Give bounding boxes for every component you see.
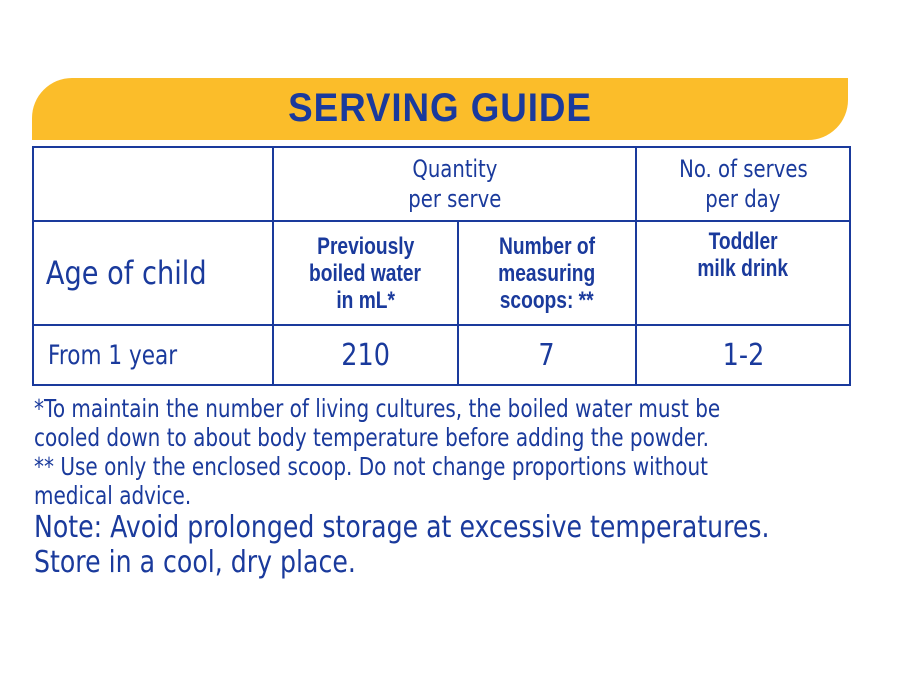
title-banner xyxy=(32,78,848,140)
storage-note-line: Store in a cool, dry place. xyxy=(34,545,356,580)
notes-section xyxy=(34,394,884,580)
footnotes xyxy=(34,394,884,510)
age-label-cell xyxy=(33,221,273,325)
serves-value: 1-2 xyxy=(722,337,764,373)
scoops-column-header xyxy=(458,221,636,325)
table-row xyxy=(33,325,850,385)
serves-header-line1: No. of serves xyxy=(678,155,808,183)
drink-header-line1: Toddler xyxy=(708,228,778,255)
age-cell xyxy=(33,325,273,385)
storage-note-line: Note: Avoid prolonged storage at excessive temperatures. xyxy=(34,510,770,545)
water-value: 210 xyxy=(341,337,390,373)
serves-header-line2: per day xyxy=(705,185,781,213)
quantity-header-line2: per serve xyxy=(407,185,502,213)
water-header-line3: in mL* xyxy=(336,286,395,314)
drink-column-header xyxy=(636,221,850,325)
table-subheader-row xyxy=(33,221,850,325)
footnote-line: *To maintain the number of living cultures, the boiled water must be xyxy=(34,394,721,423)
water-header-line1: Previously xyxy=(316,232,415,260)
serves-header-cell xyxy=(636,147,850,221)
serving-guide-table xyxy=(32,146,851,386)
empty-corner-cell xyxy=(33,147,273,221)
age-value: From 1 year xyxy=(48,339,178,371)
scoops-header-line1: Number of xyxy=(499,232,595,260)
footnote-line: ** Use only the enclosed scoop. Do not change proportions without xyxy=(34,452,708,481)
table-header-row xyxy=(33,147,850,221)
quantity-header-line1: Quantity xyxy=(411,155,498,183)
footnote-line: medical advice. xyxy=(34,481,192,510)
scoops-header-line3: scoops: ** xyxy=(500,286,594,314)
water-cell xyxy=(273,325,458,385)
quantity-header-cell xyxy=(273,147,636,221)
water-column-header xyxy=(273,221,458,325)
page-title: SERVING GUIDE xyxy=(288,86,592,130)
scoops-value: 7 xyxy=(538,337,556,373)
water-header-line2: boiled water xyxy=(309,259,422,287)
serves-cell xyxy=(636,325,850,385)
scoops-header-line2: measuring xyxy=(498,259,596,287)
footnote-line: cooled down to about body temperature before adding the powder. xyxy=(34,423,709,452)
scoops-cell xyxy=(458,325,636,385)
age-label: Age of child xyxy=(45,254,207,292)
drink-header-line2: milk drink xyxy=(697,255,789,282)
